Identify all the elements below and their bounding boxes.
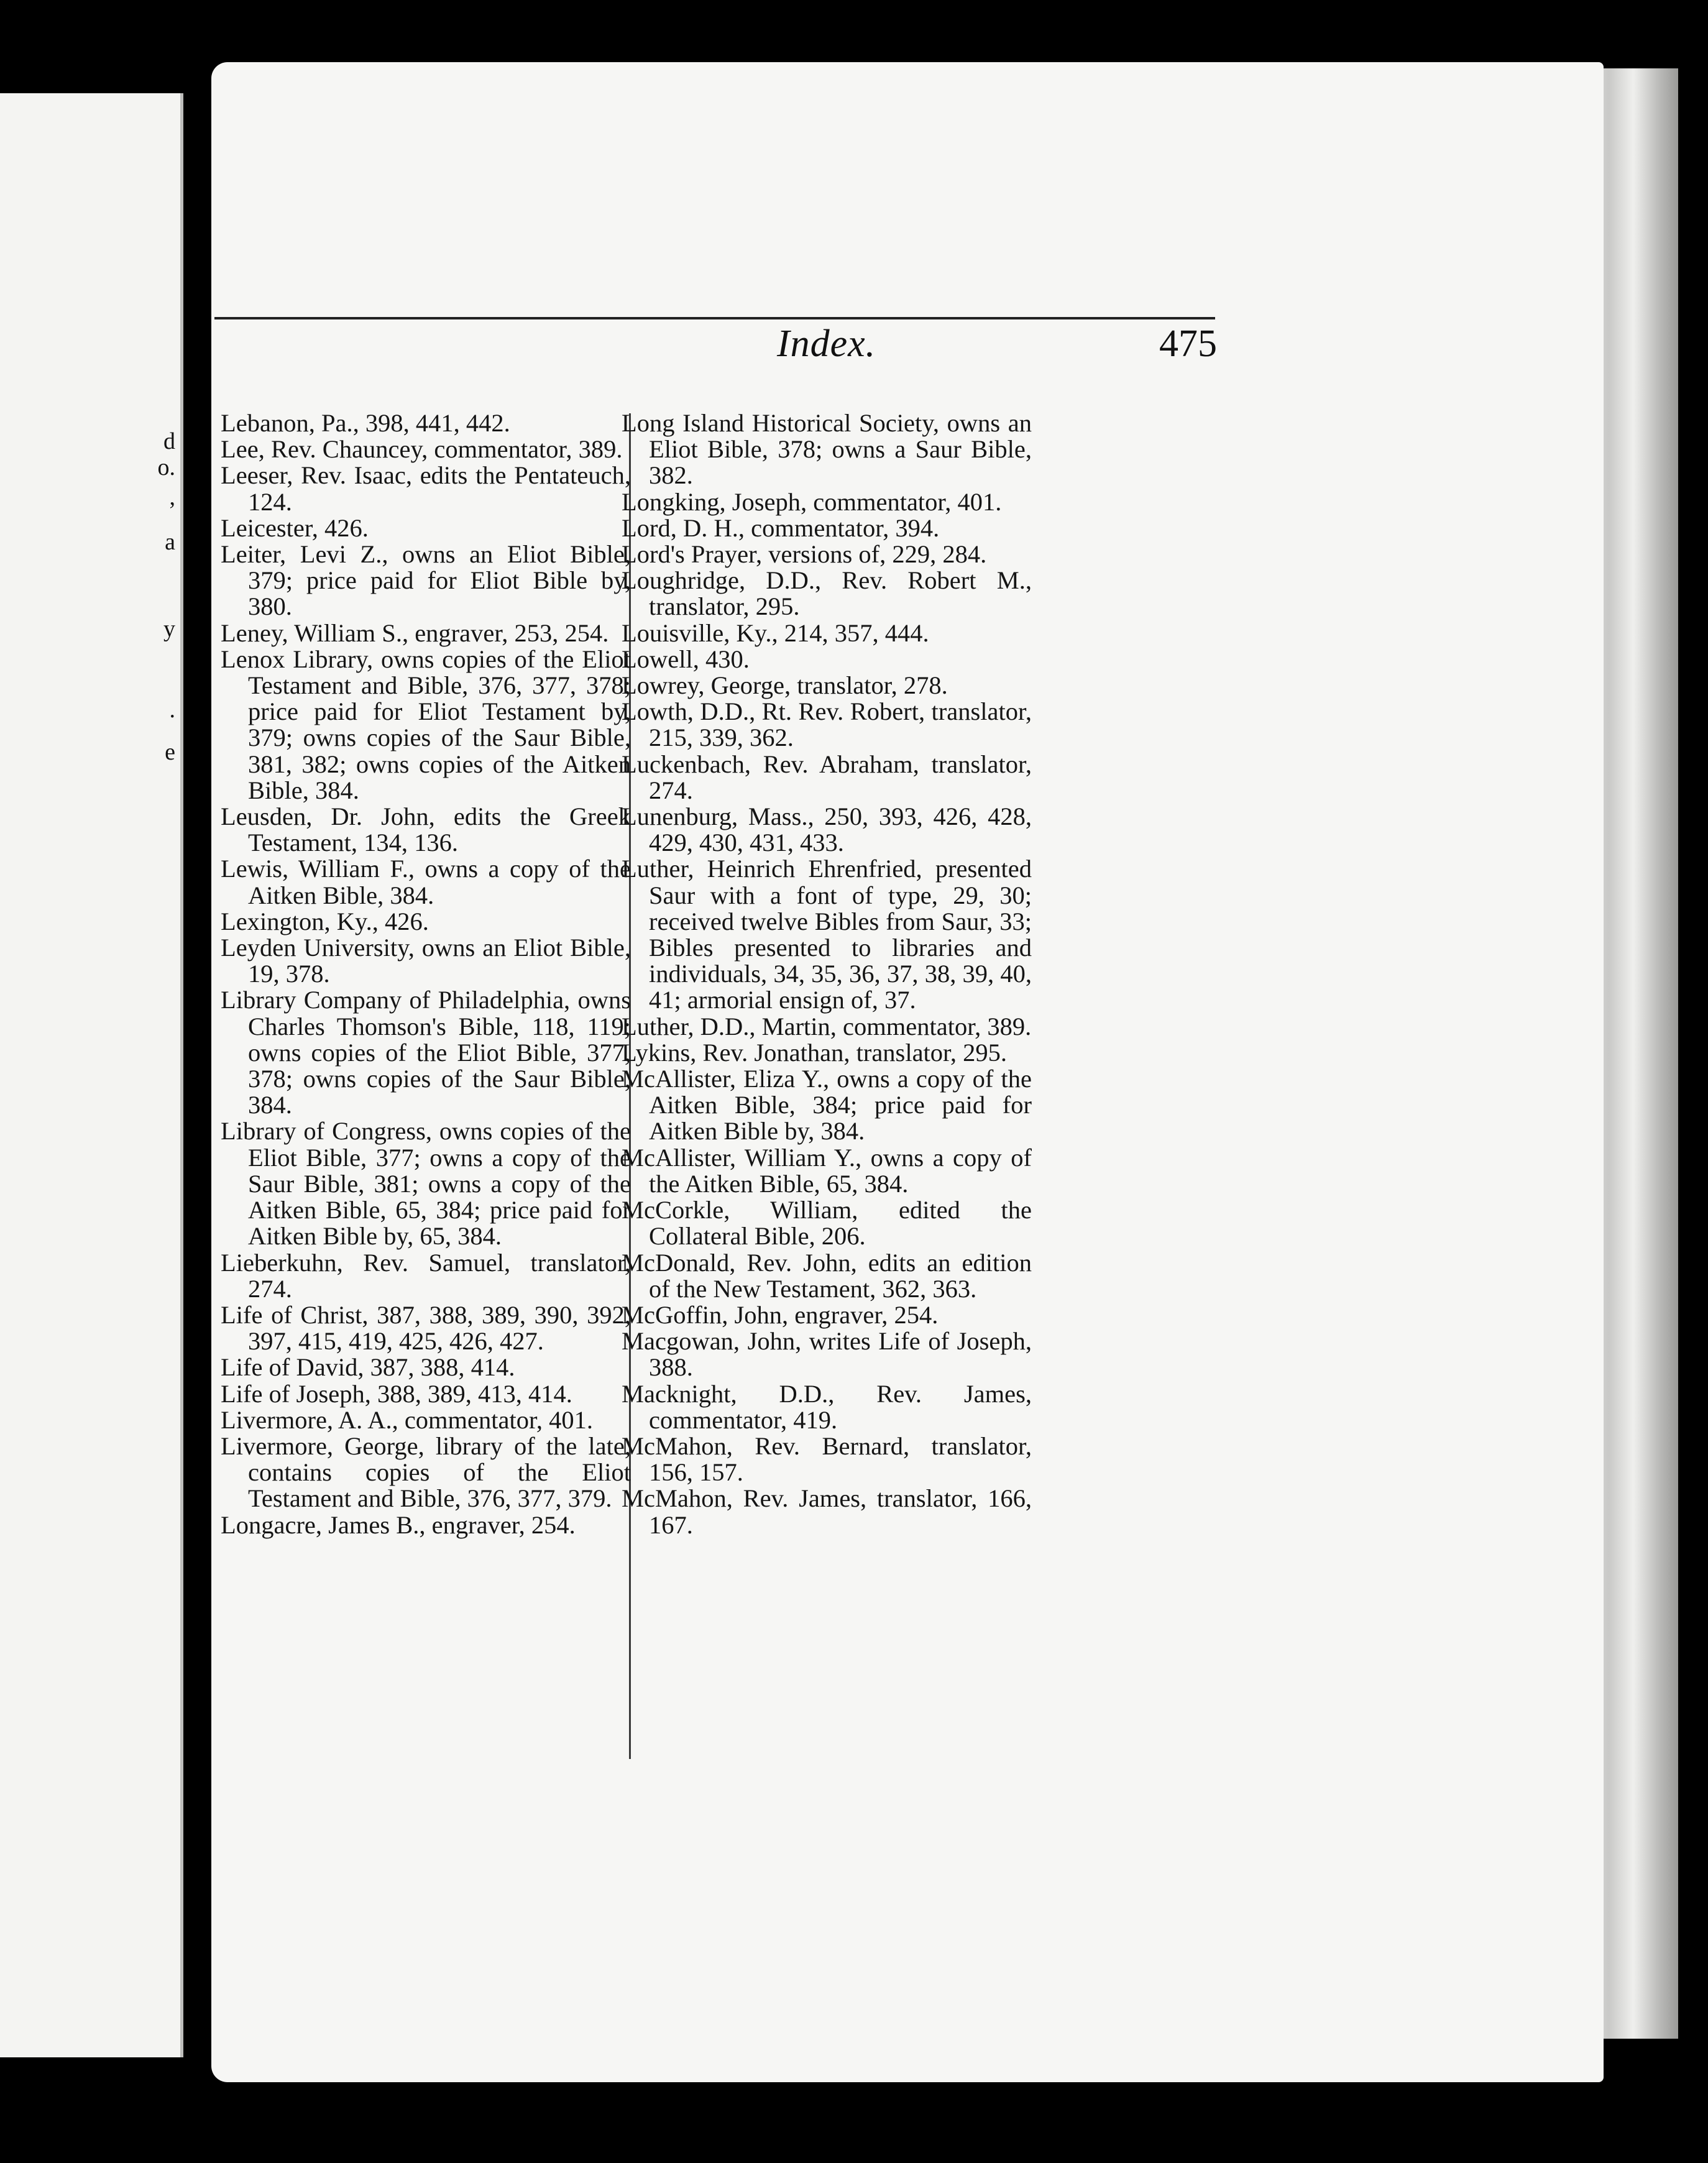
index-entry: Lexington, Ky., 426. [221, 907, 429, 935]
index-entry: Longking, Joseph, commentator, 401. [622, 487, 1002, 516]
index-entry: Livermore, A. A., commentator, 401. [221, 1405, 593, 1434]
index-entry: McDonald, Rev. John, edits an edition of the New Testament, 362, 363. [622, 1248, 1032, 1303]
index-entry: Lunenburg, Mass., 250, 393, 426, 428, 429, 430, 431, 433. [622, 802, 1032, 857]
header-rule [214, 317, 1215, 319]
index-entry: Life of Christ, 387, 388, 389, 390, 392, 397, 415, 419, 425, 426, 427. [221, 1300, 631, 1356]
running-header [211, 322, 1604, 390]
index-entry: Luther, Heinrich Ehrenfried, presented Saur with a font of type, 29, 30; received twelve Bibles from Saur, 33; Bibles presented to libraries and individuals, 34, 35, 36, 37, 38, 39, 40, 41; armorial ensign of, 37. [622, 855, 1032, 1014]
index-entry: Library Company of Philadelphia, owns Charles Thomson's Bible, 118, 119; owns copies of the Eliot Bible, 377, 378; owns copies of the Saur Bible, 384. [221, 986, 631, 1119]
index-entry: Livermore, George, library of the late, contains copies of the Eliot Testament and Bible, 376, 377, 379. [221, 1431, 631, 1513]
index-entry: Library of Congress, owns copies of the Eliot Bible, 377; owns a copy of the Saur Bible, 381; owns a copy of the Aitken Bible, 65, 384; price paid for Aitken Bible by, 65, 384. [221, 1117, 631, 1251]
index-entry: Loughridge, D.D., Rev. Robert M., translator, 295. [622, 566, 1032, 621]
index-entry: Lykins, Rev. Jonathan, translator, 295. [622, 1038, 1008, 1067]
index-entry: Lord, D. H., commentator, 394. [622, 513, 940, 542]
index-entry: Louisville, Ky., 214, 357, 444. [622, 618, 929, 647]
margin-fragment: e [165, 739, 175, 765]
index-entry: Luckenbach, Rev. Abraham, translator, 274. [622, 750, 1032, 804]
index-entry: Lebanon, Pa., 398, 441, 442. [221, 409, 510, 437]
running-title: Index. [777, 323, 876, 365]
index-column-left [221, 410, 631, 1538]
margin-fragment: y [163, 616, 175, 642]
index-entry: Macgowan, John, writes Life of Joseph, 388. [622, 1327, 1032, 1382]
index-entry: Life of David, 387, 388, 414. [221, 1353, 515, 1382]
index-entry: Lewis, William F., owns a copy of the Aitken Bible, 384. [221, 855, 631, 909]
index-entry: Lenox Library, owns copies of the Eliot Testament and Bible, 376, 377, 378; price paid for Eliot Testament by, 379; owns copies of the Saur Bible, 381, 382; owns copies of the Aitken Bible, 384. [221, 645, 631, 804]
margin-fragment: d [163, 428, 175, 454]
index-entry: Lieberkuhn, Rev. Samuel, translator, 274. [221, 1248, 631, 1303]
index-entry: McAllister, Eliza Y., owns a copy of the Aitken Bible, 384; price paid for Aitken Bible by, 384. [622, 1065, 1032, 1146]
index-entry: Lowrey, George, translator, 278. [622, 671, 948, 700]
index-entry: McMahon, Rev. Bernard, translator, 156, 157. [622, 1431, 1032, 1487]
index-entry: Luther, D.D., Martin, commentator, 389. [622, 1012, 1032, 1040]
index-entry: Leeser, Rev. Isaac, edits the Pentateuch, 124. [221, 461, 631, 516]
index-entry: Lowell, 430. [622, 645, 750, 673]
index-entry: McMahon, Rev. James, translator, 166, 167. [622, 1484, 1032, 1539]
margin-fragment: , [169, 484, 175, 510]
index-entry: Leicester, 426. [221, 513, 369, 542]
facing-page-edge [0, 93, 183, 2057]
index-entry: Leiter, Levi Z., owns an Eliot Bible, 379; price paid for Eliot Bible by, 380. [221, 540, 631, 621]
index-entry: Lee, Rev. Chauncey, commentator, 389. [221, 435, 623, 464]
index-entry: Leney, William S., engraver, 253, 254. [221, 618, 609, 647]
index-entry: Lowth, D.D., Rt. Rev. Robert, translator, 215, 339, 362. [622, 697, 1032, 752]
index-entry: Longacre, James B., engraver, 254. [221, 1510, 576, 1539]
index-entry: McCorkle, William, edited the Collateral Bible, 206. [622, 1196, 1032, 1251]
index-entry: Leusden, Dr. John, edits the Greek Testament, 134, 136. [221, 802, 631, 857]
index-entry: Lord's Prayer, versions of, 229, 284. [622, 540, 987, 569]
margin-fragment: a [165, 529, 175, 555]
index-entry: McGoffin, John, engraver, 254. [622, 1300, 939, 1329]
index-entry: McAllister, William Y., owns a copy of the Aitken Bible, 65, 384. [622, 1143, 1032, 1198]
index-column-right [622, 410, 1032, 1538]
margin-fragment: . [169, 697, 175, 723]
index-entry: Leyden University, owns an Eliot Bible, 19, 378. [221, 934, 631, 988]
index-entry: Long Island Historical Society, owns an Eliot Bible, 378; owns a Saur Bible, 382. [622, 409, 1032, 490]
index-entry: Life of Joseph, 388, 389, 413, 414. [221, 1379, 572, 1408]
page-number: 475 [1159, 323, 1217, 365]
margin-fragment: o. [157, 454, 175, 480]
index-entry: Macknight, D.D., Rev. James, commentator, 419. [622, 1379, 1032, 1434]
